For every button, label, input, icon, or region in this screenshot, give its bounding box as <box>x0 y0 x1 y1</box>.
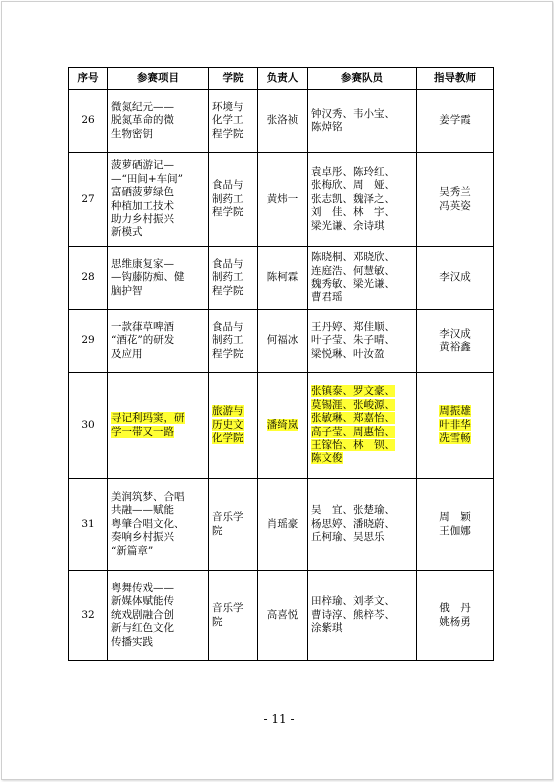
college-name <box>209 479 258 571</box>
team-members-line: 张镇泰、罗文豪、 <box>311 385 395 398</box>
team-members-line: 高子莹、周惠怡、 <box>311 425 395 438</box>
advisor-names-line: 吴秀兰 <box>439 186 471 199</box>
team-members <box>308 310 417 373</box>
team-leader <box>258 310 308 373</box>
table-row <box>69 479 494 571</box>
team-leader <box>258 571 308 661</box>
team-members-line: 杨思婷、潘晓蔚、 <box>311 517 395 530</box>
project-name-line: 种植加工技术 <box>111 199 174 212</box>
row-number <box>69 247 108 310</box>
team-members-line: 张敏琳、郑嘉怡、 <box>311 412 395 425</box>
team-leader-line: 高喜悦 <box>266 608 299 621</box>
project-name-line: 脑护智 <box>111 284 143 297</box>
team-members-line: 吴 宜、张楚瑜、 <box>311 504 395 517</box>
row-number <box>69 479 108 571</box>
team-members-line: 陈焯铭 <box>311 121 343 133</box>
college-name-line: 制药工 <box>212 334 244 347</box>
project-name <box>108 90 209 153</box>
advisor-names-line: 叶非华 <box>439 418 471 431</box>
table-row <box>69 571 494 661</box>
row-number <box>69 310 108 373</box>
team-leader <box>258 373 308 479</box>
project-name <box>108 373 209 479</box>
team-members-line: 张梅欣、周 娅、 <box>311 179 395 192</box>
college-name-line: 化学工 <box>212 114 244 127</box>
document-page <box>1 1 553 780</box>
project-name-line: 学一带又一路 <box>111 425 174 438</box>
college-name-line: 化学院 <box>212 432 244 445</box>
team-members-line: 曹君瑶 <box>311 291 343 304</box>
advisor-names <box>417 90 494 153</box>
table-header-row <box>69 68 494 90</box>
project-name-line: 粤舞传戏—— <box>111 581 174 594</box>
advisor-names-line: 李汉成 <box>439 271 471 284</box>
project-name-line: 共融——赋能 <box>111 504 174 517</box>
row-number <box>69 373 108 479</box>
advisor-names <box>417 373 494 479</box>
team-leader-line: 肖瑶豪 <box>266 517 299 530</box>
college-name-line: 院 <box>212 524 223 537</box>
college-name <box>209 571 258 661</box>
team-leader-line: 张洛祯 <box>266 114 299 127</box>
project-name <box>108 153 209 247</box>
advisor-names <box>417 310 494 373</box>
team-members-line: 钟汉秀、韦小宝、 <box>311 107 395 120</box>
header-leader: 负责人 <box>258 68 308 90</box>
college-name-line: 环境与 <box>212 100 244 113</box>
project-name-line: “新篇章” <box>111 544 154 557</box>
advisor-names-line: 李汉成 <box>439 327 471 340</box>
advisor-names <box>417 479 494 571</box>
college-name-line: 程学院 <box>212 284 244 297</box>
college-name-line: 音乐学 <box>212 602 244 615</box>
college-name-line: 食品与 <box>212 320 244 333</box>
team-leader-line: 何福冰 <box>266 334 299 347</box>
advisor-names-line: 冯英姿 <box>439 199 471 212</box>
team-members-line: 王镓怡、林 钡、 <box>311 438 395 451</box>
college-name <box>209 373 258 479</box>
table-row <box>69 310 494 373</box>
team-members <box>308 90 417 153</box>
row-number-line: 27 <box>81 192 95 205</box>
table-row <box>69 373 494 479</box>
project-name-line: 生物密钥 <box>111 127 153 140</box>
team-members-line: 陈文俊 <box>311 452 343 465</box>
team-members-line: 王丹婷、郑佳顺、 <box>311 320 395 333</box>
college-name <box>209 310 258 373</box>
header-project: 参赛项目 <box>108 68 209 90</box>
team-leader <box>258 90 308 153</box>
project-name-line: 奏响乡村振兴 <box>111 531 174 544</box>
team-members <box>308 479 417 571</box>
team-members-line: 陈晓桐、邓晓欣、 <box>311 251 395 264</box>
table-body <box>69 90 494 661</box>
team-members-line: 莫锡涯、张峻源、 <box>311 398 395 411</box>
team-leader <box>258 247 308 310</box>
advisor-names-line: 周 颖 <box>439 511 471 524</box>
team-members-line: 曹诗淳、熊梓芩、 <box>311 608 395 621</box>
project-name-line: 新与红色文化 <box>111 622 174 635</box>
team-leader-line: 陈柯霖 <box>266 271 299 284</box>
project-name-line: —“田间+车间” <box>111 172 184 185</box>
college-name-line: 程学院 <box>212 127 244 140</box>
college-name-line: 制药工 <box>212 192 244 205</box>
team-members-line: 涂紫琪 <box>311 622 343 635</box>
project-name-line: 菠萝硒游记— <box>111 159 174 172</box>
row-number <box>69 153 108 247</box>
college-name-line: 食品与 <box>212 179 244 192</box>
project-name-line: 粤肇合唱文化、 <box>111 517 185 530</box>
college-name-line: 旅游与 <box>212 405 244 418</box>
team-members-line: 张志凯、魏泽之、 <box>311 192 395 205</box>
advisor-names-line: 姚杨勇 <box>439 615 471 628</box>
advisor-names <box>417 153 494 247</box>
row-number-line: 30 <box>81 418 95 431</box>
advisor-names-line: 周振雄 <box>439 405 471 418</box>
project-name-line: 一款葎草啤酒 <box>111 320 174 333</box>
college-name-line: 历史文 <box>212 418 244 431</box>
row-number-line: 32 <box>81 608 95 621</box>
project-name <box>108 479 209 571</box>
team-members-line: 丘柯瑜、吴思乐 <box>311 531 385 544</box>
team-leader <box>258 479 308 571</box>
project-name-line: —钩藤防痴、健 <box>111 271 185 284</box>
header-seq: 序号 <box>69 68 108 90</box>
college-name-line: 程学院 <box>212 347 244 360</box>
project-name-line: 寻记利玛窦，研 <box>111 412 185 425</box>
table-row <box>69 247 494 310</box>
row-number-line: 29 <box>81 334 95 347</box>
row-number <box>69 571 108 661</box>
row-number-line: 28 <box>81 271 95 284</box>
advisor-names <box>417 247 494 310</box>
project-name-line: 富硒菠萝绿色 <box>111 186 174 199</box>
team-members-line: 连庭浩、何慧敏、 <box>311 264 395 277</box>
advisor-names-line: 俄 丹 <box>439 602 471 615</box>
competition-table <box>68 67 494 661</box>
page-number: - 11 - <box>263 712 295 726</box>
project-name <box>108 247 209 310</box>
project-name-line: 脱氮革命的微 <box>111 114 174 127</box>
college-name <box>209 247 258 310</box>
project-name <box>108 310 209 373</box>
advisor-names <box>417 571 494 661</box>
team-members <box>308 153 417 247</box>
team-members <box>308 373 417 479</box>
team-leader-line: 黄炜一 <box>266 192 299 205</box>
project-name-line: 思维康复家— <box>111 257 174 270</box>
project-name-line: 新媒体赋能传 <box>111 595 174 608</box>
row-number-line: 31 <box>81 517 95 530</box>
header-members: 参赛队员 <box>308 68 417 90</box>
row-number-line: 26 <box>81 114 95 127</box>
advisor-names-line: 冼雪畅 <box>439 432 471 445</box>
college-name <box>209 153 258 247</box>
advisor-names-line: 王伽娜 <box>439 524 471 537</box>
project-name-line: 统戏剧融合创 <box>111 608 174 621</box>
college-name <box>209 90 258 153</box>
team-leader-line: 潘绮岚 <box>266 418 299 431</box>
header-college: 学院 <box>209 68 258 90</box>
project-name-line: 助力乡村振兴 <box>111 212 174 225</box>
team-members-line: 魏秀敏、梁光谦、 <box>311 278 395 290</box>
project-name-line: 及应用 <box>111 347 143 360</box>
advisor-names-line: 姜学霞 <box>439 114 471 127</box>
team-members-line: 梁悦琳、叶汝盈 <box>311 347 385 360</box>
advisor-names-line: 黄裕鑫 <box>439 341 471 353</box>
college-name-line: 程学院 <box>212 206 244 219</box>
table-row <box>69 90 494 153</box>
project-name-line: 美润筑梦、合唱 <box>111 490 185 503</box>
project-name <box>108 571 209 661</box>
team-members <box>308 571 417 661</box>
team-members-line: 田梓瑜、刘孝文、 <box>311 595 395 608</box>
row-number <box>69 90 108 153</box>
college-name-line: 院 <box>212 615 223 628</box>
college-name-line: 音乐学 <box>212 511 244 524</box>
table-row <box>69 153 494 247</box>
team-members <box>308 247 417 310</box>
project-name-line: 微氮纪元—— <box>111 100 174 113</box>
project-name-line: 传播实践 <box>111 635 153 648</box>
team-leader <box>258 153 308 247</box>
college-name-line: 食品与 <box>212 257 244 270</box>
project-name-line: “酒花”的研发 <box>111 334 175 347</box>
team-members-line: 梁光谦、余诗琪 <box>311 219 385 232</box>
team-members-line: 叶子莹、朱子晴、 <box>311 334 395 347</box>
header-advisor: 指导教师 <box>417 68 494 90</box>
team-members-line: 刘 佳、林 宇、 <box>311 206 395 219</box>
college-name-line: 制药工 <box>212 271 244 284</box>
project-name-line: 新模式 <box>111 226 143 239</box>
team-members-line: 袁卓彤、陈玲红、 <box>311 165 395 178</box>
